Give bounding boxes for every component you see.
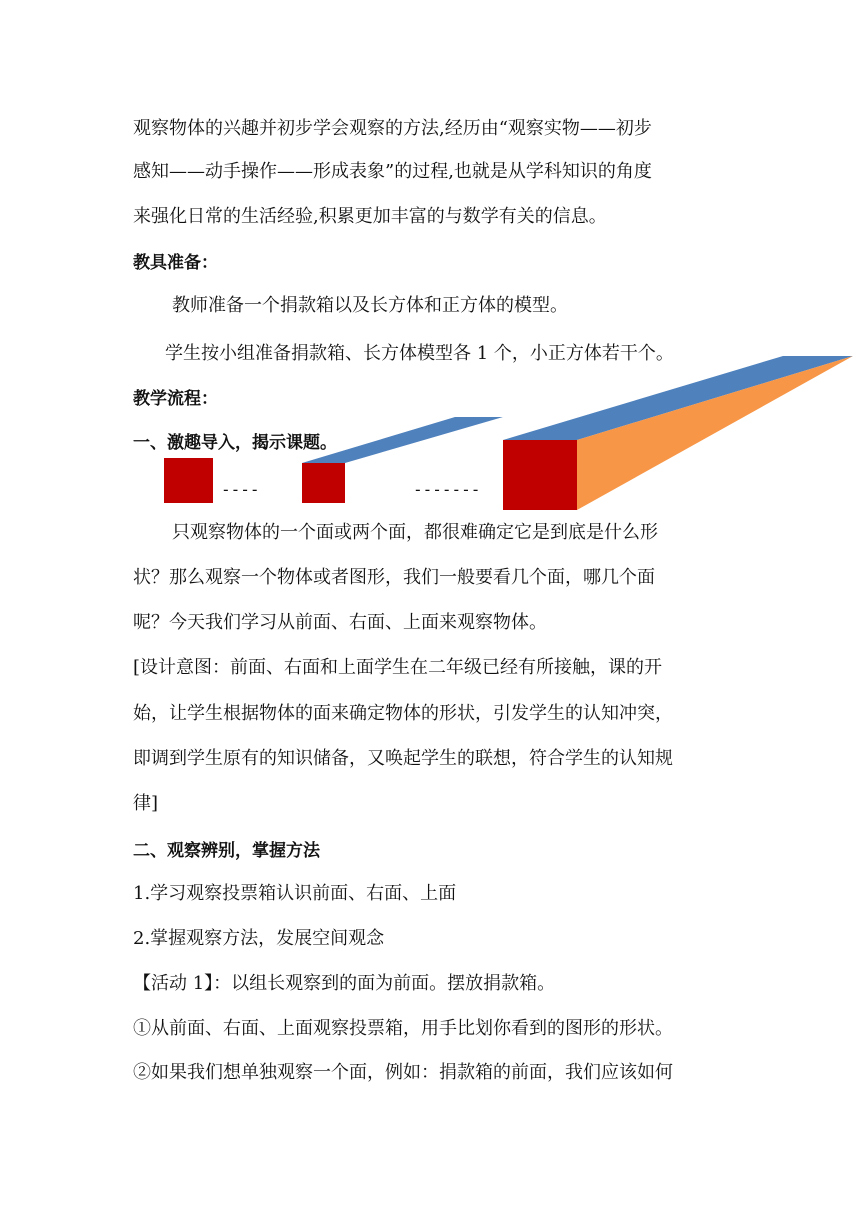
paragraph-line: 观察物体的兴趣并初步学会观察的方法,经历由“观察实物——初步 [133, 118, 652, 139]
list-item: 1.学习观察投票箱认识前面、右面、上面 [133, 883, 457, 904]
tools-line-2: 学生按小组准备捐款箱、长方体模型各 1 个，小正方体若干个。 [165, 343, 674, 364]
paragraph-line: 来强化日常的生活经验,积累更加丰富的与数学有关的信息。 [133, 206, 607, 227]
red-square-icon [164, 458, 213, 503]
intro-line: 状？那么观察一个物体或者图形，我们一般要看几个面，哪几个面 [133, 567, 655, 588]
design-intent-line: 始，让学生根据物体的面来确定物体的形状，引发学生的认知冲突， [133, 703, 673, 724]
design-intent-line: 即调到学生原有的知识储备，又唤起学生的联想，符合学生的认知规 [133, 748, 673, 769]
list-item: 2.掌握观察方法，发展空间观念 [133, 928, 385, 949]
step-line: ①从前面、右面、上面观察投票箱，用手比划你看到的图形的形状。 [133, 1018, 673, 1039]
heading-tools: 教具准备： [133, 253, 218, 273]
paragraph-line: 感知——动手操作——形成表象”的过程,也就是从学科知识的角度 [133, 161, 652, 182]
dash-separator-2: ------- [413, 480, 481, 499]
heading-section-2: 二、观察辨别，掌握方法 [133, 841, 320, 861]
cuboid-3d-icon [503, 354, 855, 512]
dash-separator-1: ---- [221, 480, 260, 499]
design-intent-line: [设计意图：前面、右面和上面学生在二年级已经有所接触，课的开 [133, 657, 663, 678]
step-line: ②如果我们想单独观察一个面，例如：捐款箱的前面，我们应该如何 [133, 1062, 673, 1083]
design-intent-line: 律] [133, 793, 159, 814]
intro-line: 只观察物体的一个面或两个面，都很难确定它是到底是什么形 [172, 522, 658, 543]
tools-line-1: 教师准备一个捐款箱以及长方体和正方体的模型。 [172, 295, 568, 316]
activity-heading: 【活动 1】：以组长观察到的面为前面。摆放捐款箱。 [133, 973, 556, 994]
heading-flow: 教学流程： [133, 389, 218, 409]
heading-section-1: 一、激趣导入，揭示课题。 [133, 433, 337, 453]
intro-line: 呢？今天我们学习从前面、右面、上面来观察物体。 [133, 612, 547, 633]
